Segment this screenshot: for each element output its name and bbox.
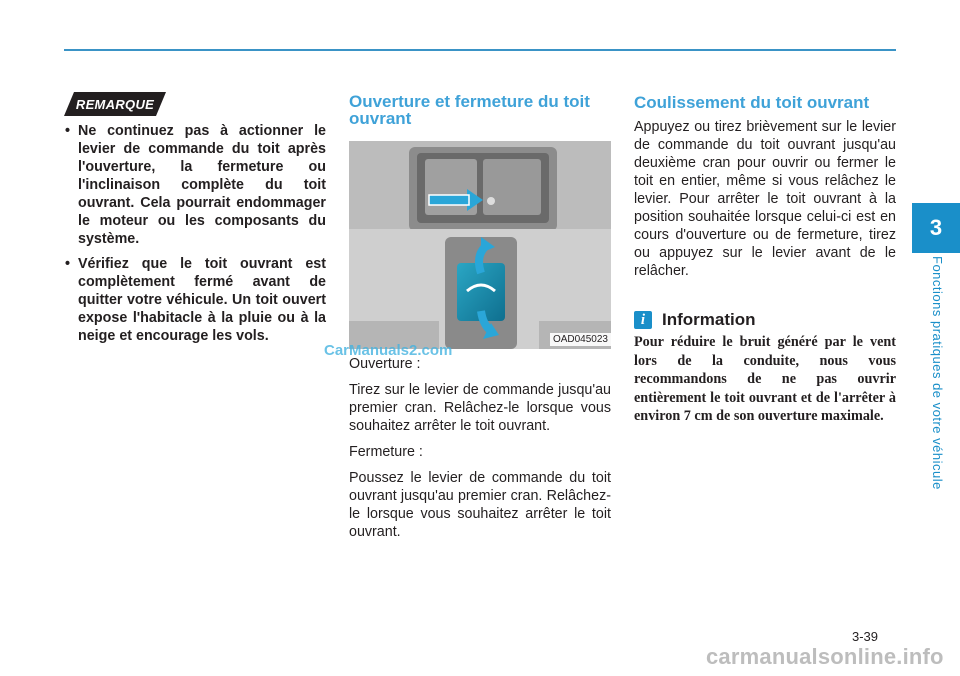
- chapter-tab: [912, 203, 960, 253]
- bullet-item: • Ne continuez pas à actionner le levier de commande du toit après l'ouverture, la fermeture ou l'inclinaison complète du toit ouvrant. Cela pourrait endommager le moteur ou les composants du système.: [64, 122, 326, 248]
- information-header: [634, 309, 756, 331]
- note-bullets: [64, 122, 326, 352]
- page-number: 3-39: [852, 629, 879, 644]
- information-text: Pour réduire le bruit généré par le vent lors de la conduite, nous vous recommandons de ne pas ouvrir entièrement le toit ouvrant et de l'arrêter à environ 7 cm de son ouverture maximale.: [634, 334, 896, 424]
- paragraph: Tirez sur le levier de commande jusqu'au premier cran. Relâchez-le lorsque vous souhaitez arrêter le toit ouvrant.: [349, 382, 611, 434]
- chapter-title: Fonctions pratiques de votre véhicule: [930, 256, 945, 490]
- footer-watermark: carmanualsonline.info: [706, 644, 944, 669]
- paragraph: Ouverture :: [349, 356, 421, 372]
- bullet-item: • Vérifiez que le toit ouvrant est complètement fermé avant de quitter votre véhicule. Un toit ouvert expose l'habitacle à la pluie ou à la neige et encourage les vols.: [64, 255, 326, 345]
- information-title: Information: [662, 310, 756, 329]
- header-rule: [64, 49, 896, 51]
- figure-code: OAD045023: [550, 333, 611, 346]
- sunroof-lever-illustration: [349, 141, 611, 349]
- info-icon: i: [634, 311, 652, 329]
- remarque-badge: [64, 92, 166, 116]
- sliding-instructions: Appuyez ou tirez brièvement sur le levier de commande du toit ouvrant jusqu'au deuxième cran pour ouvrir ou fermer le toit en entier, même si vous relâchez le levier. Pour arrêter le toit ouvrant à la position souhaitée lorsque celui-ci est en cours d'ouverture ou de fermeture, tirez ou appuyez sur le levier avant de le relâcher.: [634, 119, 896, 279]
- badge-label: REMARQUE: [75, 96, 155, 112]
- site-watermark: CarManuals2.com: [324, 342, 453, 359]
- paragraph: Poussez le levier de commande du toit ouvrant jusqu'au premier cran. Relâchez-le lorsque vous souhaitez arrêter le toit ouvrant.: [349, 470, 611, 540]
- paragraph: Fermeture :: [349, 444, 423, 460]
- open-close-instructions: [349, 355, 611, 549]
- chapter-number: 3: [929, 215, 943, 240]
- sunroof-control-photo: [349, 141, 611, 349]
- section-heading-open-close: Ouverture et fermeture du toit ouvrant: [349, 92, 590, 128]
- section-heading-sliding: Coulissement du toit ouvrant: [634, 93, 870, 112]
